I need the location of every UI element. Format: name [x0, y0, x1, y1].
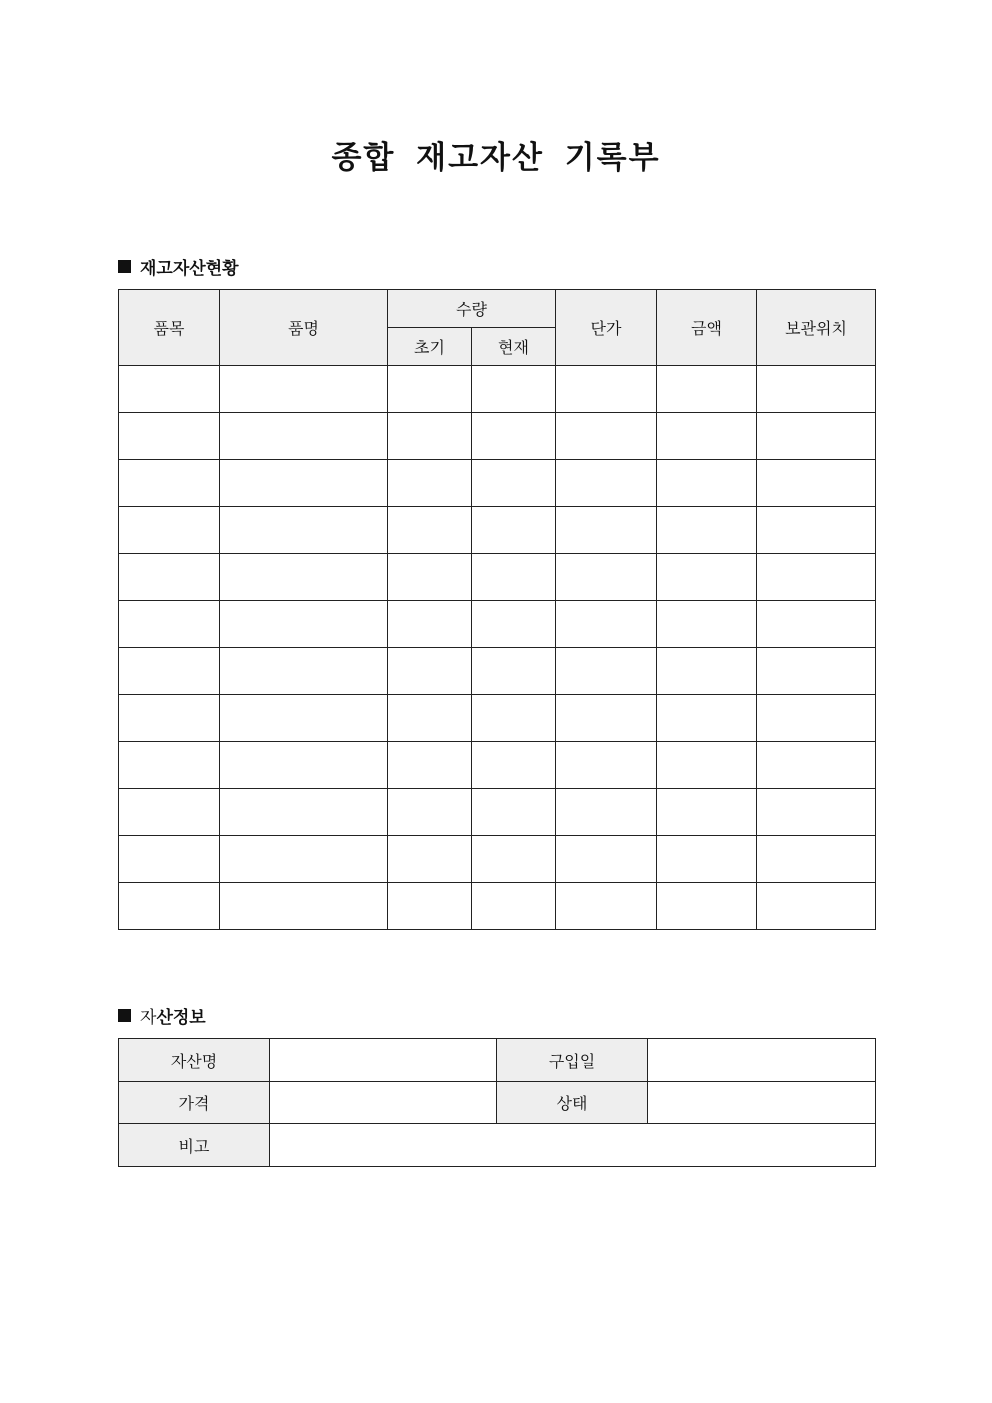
unit-price-cell[interactable]: [556, 413, 657, 460]
current-qty-cell[interactable]: [472, 601, 556, 648]
location-cell[interactable]: [757, 836, 876, 883]
item-cell[interactable]: [119, 413, 220, 460]
table-row: [119, 648, 876, 695]
label-remarks: 비고: [119, 1124, 270, 1167]
location-cell[interactable]: [757, 507, 876, 554]
amount-cell[interactable]: [657, 695, 757, 742]
name-cell[interactable]: [220, 836, 388, 883]
header-quantity: 수량: [388, 290, 556, 328]
current-qty-cell[interactable]: [472, 789, 556, 836]
header-unit-price: 단가: [556, 290, 657, 366]
initial-qty-cell[interactable]: [388, 601, 472, 648]
name-cell[interactable]: [220, 460, 388, 507]
current-qty-cell[interactable]: [472, 460, 556, 507]
initial-qty-cell[interactable]: [388, 413, 472, 460]
name-cell[interactable]: [220, 648, 388, 695]
location-cell[interactable]: [757, 413, 876, 460]
current-qty-cell[interactable]: [472, 883, 556, 930]
unit-price-cell[interactable]: [556, 789, 657, 836]
unit-price-cell[interactable]: [556, 836, 657, 883]
table-row: [119, 695, 876, 742]
label-asset-name: 자산명: [119, 1039, 270, 1082]
location-cell[interactable]: [757, 742, 876, 789]
amount-cell[interactable]: [657, 554, 757, 601]
name-cell[interactable]: [220, 601, 388, 648]
location-cell[interactable]: [757, 601, 876, 648]
amount-cell[interactable]: [657, 460, 757, 507]
table-row: [119, 789, 876, 836]
inventory-body: [119, 366, 876, 930]
unit-price-cell[interactable]: [556, 742, 657, 789]
location-cell[interactable]: [757, 789, 876, 836]
item-cell[interactable]: [119, 836, 220, 883]
current-qty-cell[interactable]: [472, 695, 556, 742]
current-qty-cell[interactable]: [472, 742, 556, 789]
initial-qty-cell[interactable]: [388, 836, 472, 883]
header-amount: 금액: [657, 290, 757, 366]
label-purchase-date: 구입일: [497, 1039, 648, 1082]
current-qty-cell[interactable]: [472, 366, 556, 413]
location-cell[interactable]: [757, 554, 876, 601]
amount-cell[interactable]: [657, 789, 757, 836]
table-row: [119, 507, 876, 554]
initial-qty-cell[interactable]: [388, 554, 472, 601]
price-field[interactable]: [270, 1082, 497, 1124]
initial-qty-cell[interactable]: [388, 883, 472, 930]
initial-qty-cell[interactable]: [388, 742, 472, 789]
initial-qty-cell[interactable]: [388, 648, 472, 695]
page-title: 종합 재고자산 기록부: [331, 140, 661, 176]
asset-heading-prefix: 자: [140, 1008, 157, 1028]
location-cell[interactable]: [757, 460, 876, 507]
table-row: [119, 460, 876, 507]
header-location: 보관위치: [757, 290, 876, 366]
unit-price-cell[interactable]: [556, 460, 657, 507]
name-cell[interactable]: [220, 742, 388, 789]
name-cell[interactable]: [220, 883, 388, 930]
current-qty-cell[interactable]: [472, 648, 556, 695]
table-row: [119, 413, 876, 460]
current-qty-cell[interactable]: [472, 507, 556, 554]
square-bullet-icon: [118, 260, 131, 273]
item-cell[interactable]: [119, 460, 220, 507]
name-cell[interactable]: [220, 413, 388, 460]
name-cell[interactable]: [220, 789, 388, 836]
inventory-section-heading: [118, 254, 239, 279]
inventory-heading-text: 재고자산현황: [140, 259, 239, 279]
purchase-date-field[interactable]: [648, 1039, 876, 1082]
name-cell[interactable]: [220, 507, 388, 554]
amount-cell[interactable]: [657, 507, 757, 554]
unit-price-cell[interactable]: [556, 648, 657, 695]
item-cell[interactable]: [119, 883, 220, 930]
inventory-table: [118, 289, 876, 930]
header-item: 품목: [119, 290, 220, 366]
label-price: 가격: [119, 1082, 270, 1124]
initial-qty-cell[interactable]: [388, 366, 472, 413]
location-cell[interactable]: [757, 883, 876, 930]
unit-price-cell[interactable]: [556, 507, 657, 554]
initial-qty-cell[interactable]: [388, 507, 472, 554]
initial-qty-cell[interactable]: [388, 460, 472, 507]
item-cell[interactable]: [119, 648, 220, 695]
amount-cell[interactable]: [657, 601, 757, 648]
asset-name-field[interactable]: [270, 1039, 497, 1082]
location-cell[interactable]: [757, 648, 876, 695]
asset-info-table: [118, 1038, 876, 1167]
item-cell[interactable]: [119, 507, 220, 554]
table-row: [119, 601, 876, 648]
name-cell[interactable]: [220, 554, 388, 601]
unit-price-cell[interactable]: [556, 883, 657, 930]
table-row: [119, 742, 876, 789]
location-cell[interactable]: [757, 366, 876, 413]
current-qty-cell[interactable]: [472, 413, 556, 460]
item-cell[interactable]: [119, 789, 220, 836]
amount-cell[interactable]: [657, 648, 757, 695]
amount-cell[interactable]: [657, 413, 757, 460]
unit-price-cell[interactable]: [556, 601, 657, 648]
square-bullet-icon: [118, 1009, 131, 1022]
header-name: 품명: [220, 290, 388, 366]
initial-qty-cell[interactable]: [388, 695, 472, 742]
status-field[interactable]: [648, 1082, 876, 1124]
table-row: [119, 366, 876, 413]
unit-price-cell[interactable]: [556, 695, 657, 742]
header-current: 현재: [472, 328, 556, 366]
label-status: 상태: [497, 1082, 648, 1124]
item-cell[interactable]: [119, 554, 220, 601]
amount-cell[interactable]: [657, 883, 757, 930]
amount-cell[interactable]: [657, 366, 757, 413]
item-cell[interactable]: [119, 601, 220, 648]
table-row: [119, 836, 876, 883]
table-row: [119, 554, 876, 601]
name-cell[interactable]: [220, 695, 388, 742]
current-qty-cell[interactable]: [472, 554, 556, 601]
asset-heading-rest: 산정보: [156, 1008, 206, 1028]
item-cell[interactable]: [119, 366, 220, 413]
unit-price-cell[interactable]: [556, 554, 657, 601]
header-initial: 초기: [388, 328, 472, 366]
amount-cell[interactable]: [657, 742, 757, 789]
amount-cell[interactable]: [657, 836, 757, 883]
name-cell[interactable]: [220, 366, 388, 413]
unit-price-cell[interactable]: [556, 366, 657, 413]
initial-qty-cell[interactable]: [388, 789, 472, 836]
item-cell[interactable]: [119, 695, 220, 742]
location-cell[interactable]: [757, 695, 876, 742]
table-row: [119, 883, 876, 930]
remarks-field[interactable]: [270, 1124, 876, 1167]
asset-info-section-heading: [118, 1003, 206, 1028]
item-cell[interactable]: [119, 742, 220, 789]
current-qty-cell[interactable]: [472, 836, 556, 883]
